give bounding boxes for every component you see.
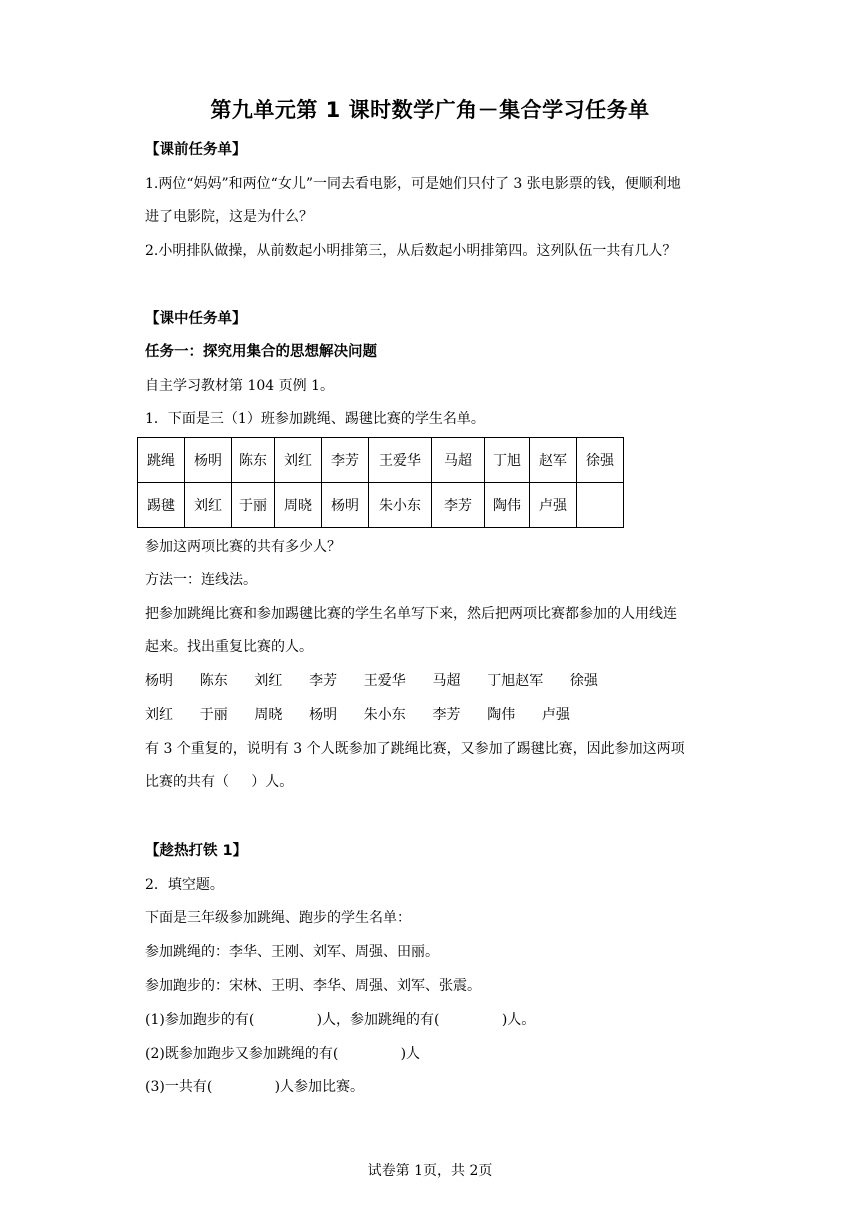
- page-footer: 试卷第 1页，共 2页: [367, 1163, 493, 1179]
- names-line-2: 刘红 于丽 周晓 杨明 朱小东 李芳 陶伟 卢强: [145, 707, 570, 723]
- table-cell: 王爱华: [369, 438, 432, 483]
- table-row: [138, 483, 624, 528]
- self-study-note: 自主学习教材第 104 页例 1。: [145, 378, 334, 394]
- conclusion-line-1: 有 3 个重复的，说明有 3 个人既参加了跳绳比赛，又参加了踢毽比赛，因此参加这两项: [145, 741, 685, 757]
- method-1-desc-line-2: 起来。找出重复比赛的人。: [145, 639, 313, 655]
- table-cell: 刘红: [185, 483, 232, 528]
- question-2-title: 2．填空题。: [145, 877, 224, 893]
- table-cell: 周晓: [275, 483, 322, 528]
- pre-question-2: 2.小明排队做操，从前数起小明排第三，从后数起小明排第四。这列队伍一共有几人？: [145, 243, 677, 259]
- table-cell: 丁旭: [485, 438, 530, 483]
- table-cell: 赵军: [530, 438, 577, 483]
- pre-question-1-line-1: 1.两位“妈妈”和两位“女儿”一同去看电影，可是她们只付了 3 张电影票的钱，便顺利地: [145, 176, 681, 192]
- page-title: 第九单元第 1 课时数学广角－集合学习任务单: [210, 98, 650, 122]
- table-cell: 刘红: [275, 438, 322, 483]
- task-1-title: 任务一：探究用集合的思想解决问题: [145, 344, 377, 360]
- table-cell: 于丽: [232, 483, 275, 528]
- table-cell: 卢强: [530, 483, 577, 528]
- table-cell: 马超: [432, 438, 485, 483]
- table-cell: 李芳: [322, 438, 369, 483]
- running-list: 参加跑步的：宋林、王明、李华、周强、刘军、张震。: [145, 978, 481, 994]
- practice-header: 【趁热打铁 1】: [145, 843, 248, 859]
- method-1-desc-line-1: 把参加跳绳比赛和参加踢毽比赛的学生名单写下来，然后把两项比赛都参加的人用线连: [145, 606, 677, 622]
- table-cell: 朱小东: [369, 483, 432, 528]
- table-cell: 杨明: [322, 483, 369, 528]
- subquestion-2: (2)既参加跑步又参加跳绳的有( )人: [145, 1046, 421, 1062]
- subquestion-3: (3)一共有( )人参加比赛。: [145, 1079, 365, 1095]
- pre-question-1-line-2: 进了电影院，这是为什么？: [145, 209, 313, 225]
- table-cell: 陶伟: [485, 483, 530, 528]
- conclusion-line-2: 比赛的共有（ ）人。: [145, 774, 294, 790]
- table-cell: 李芳: [432, 483, 485, 528]
- in-class-header: 【课中任务单】: [145, 311, 247, 327]
- question-1-intro: 1．下面是三（1）班参加跳绳、踢毽比赛的学生名单。: [145, 411, 485, 427]
- table-cell: 跳绳: [138, 438, 185, 483]
- student-name-table: [137, 437, 624, 528]
- names-line-1: 杨明 陈东 刘红 李芳 王爱华 马超 丁旭赵军 徐强: [145, 673, 598, 689]
- table-cell: 陈东: [232, 438, 275, 483]
- question-2-intro: 下面是三年级参加跳绳、跑步的学生名单：: [145, 910, 411, 926]
- method-1-label: 方法一：连线法。: [145, 572, 257, 588]
- table-cell: 踢毽: [138, 483, 185, 528]
- pre-class-header: 【课前任务单】: [145, 142, 247, 158]
- question-1-ask: 参加这两项比赛的共有多少人？: [145, 539, 341, 555]
- table-row: [138, 438, 624, 483]
- table-cell: 徐强: [577, 438, 624, 483]
- table-cell: [577, 483, 624, 528]
- subquestion-1: (1)参加跑步的有( )人，参加跳绳的有( )人。: [145, 1012, 536, 1028]
- jump-rope-list: 参加跳绳的：李华、王刚、刘军、周强、田丽。: [145, 944, 439, 960]
- table-cell: 杨明: [185, 438, 232, 483]
